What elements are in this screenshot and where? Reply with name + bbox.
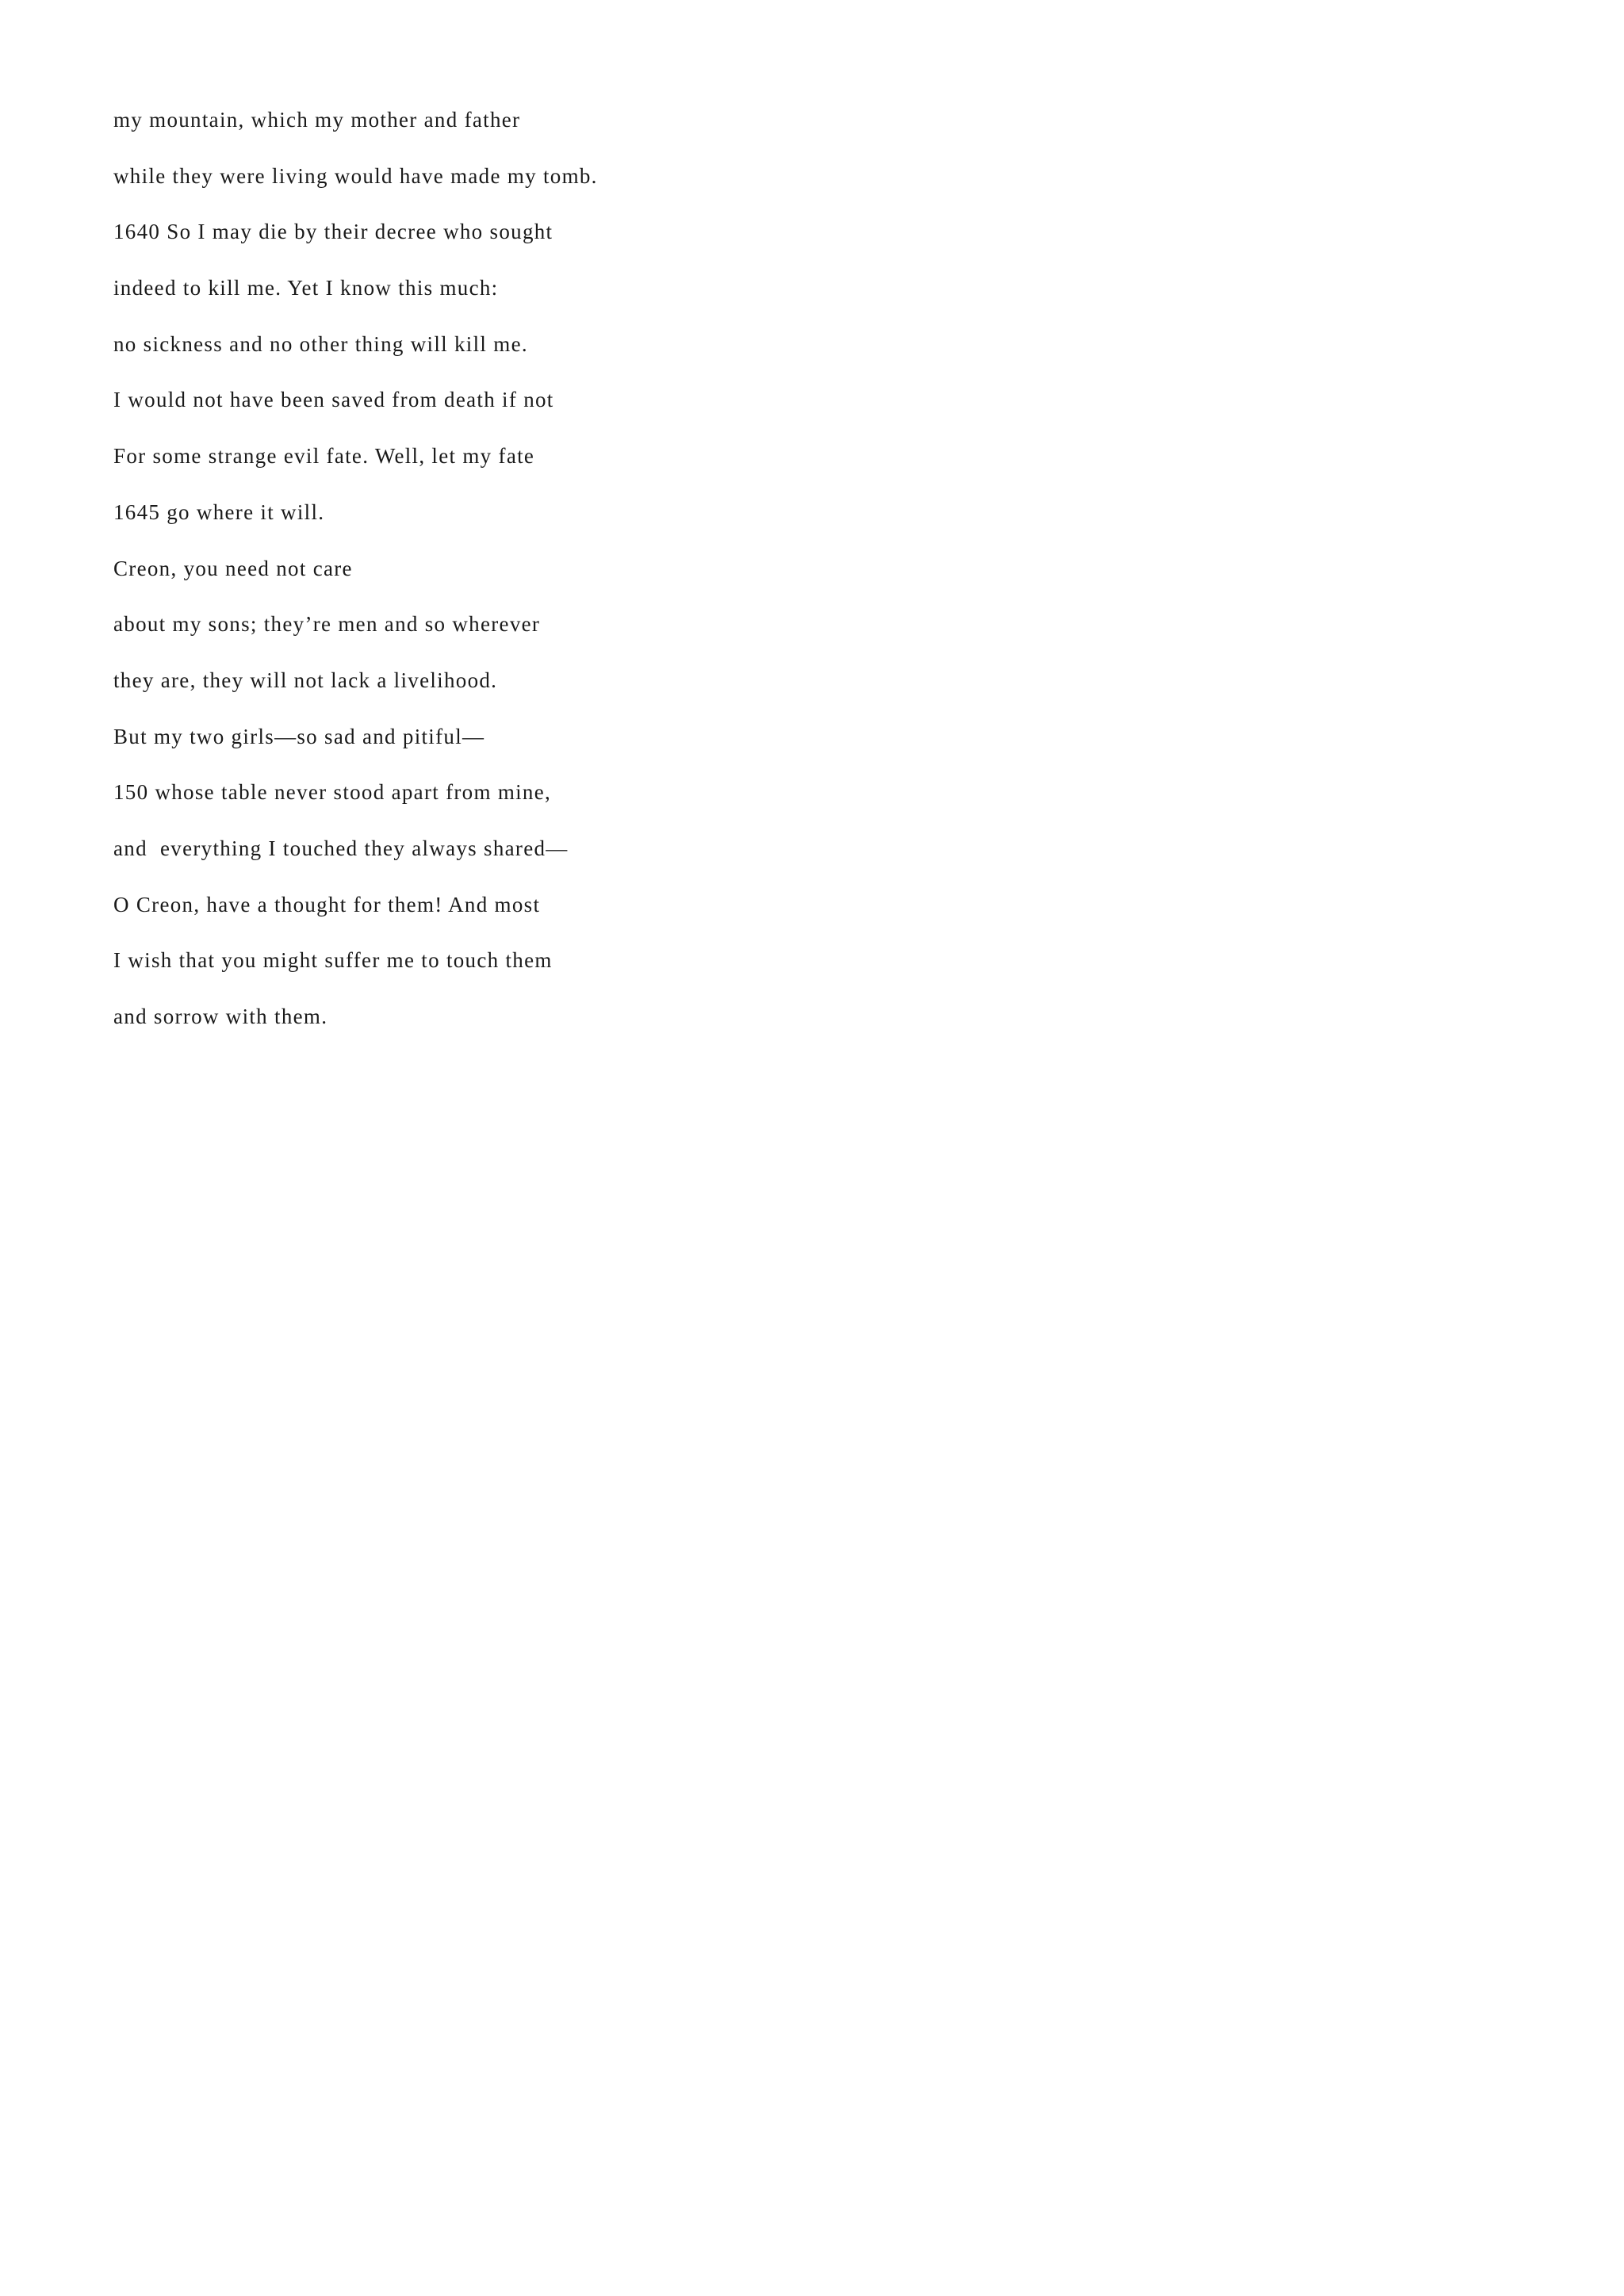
- verse-line: they are, they will not lack a livelihood.: [113, 668, 498, 692]
- verse-line: Creon, you need not care: [113, 556, 353, 580]
- verse-line: indeed to kill me. Yet I know this much:: [113, 276, 499, 300]
- verse-line: no sickness and no other thing will kill me.: [113, 331, 528, 356]
- verse-line: For some strange evil fate. Well, let my fate: [113, 444, 535, 469]
- verse-line: O Creon, have a thought for them! And most: [113, 892, 541, 916]
- verse-line: about my sons; they’re men and so wherever: [113, 612, 541, 637]
- verse-line: I wish that you might suffer me to touch them: [113, 948, 553, 973]
- verse-line: I would not have been saved from death if not: [113, 388, 554, 412]
- verse-text: [113, 105, 598, 1058]
- verse-line: But my two girls—so sad and pitiful—: [113, 724, 485, 748]
- verse-line: while they were living would have made my tomb.: [113, 163, 598, 188]
- verse-line: my mountain, which my mother and father: [113, 108, 521, 132]
- verse-line: 1640 So I may die by their decree who sought: [113, 220, 553, 244]
- verse-line: 150 whose table never stood apart from mine,: [113, 780, 552, 805]
- document-page: [0, 0, 863, 1221]
- verse-line: and sorrow with them.: [113, 1004, 328, 1028]
- verse-line: and everything I touched they always shared—: [113, 836, 569, 860]
- verse-line: 1645 go where it will.: [113, 499, 325, 524]
